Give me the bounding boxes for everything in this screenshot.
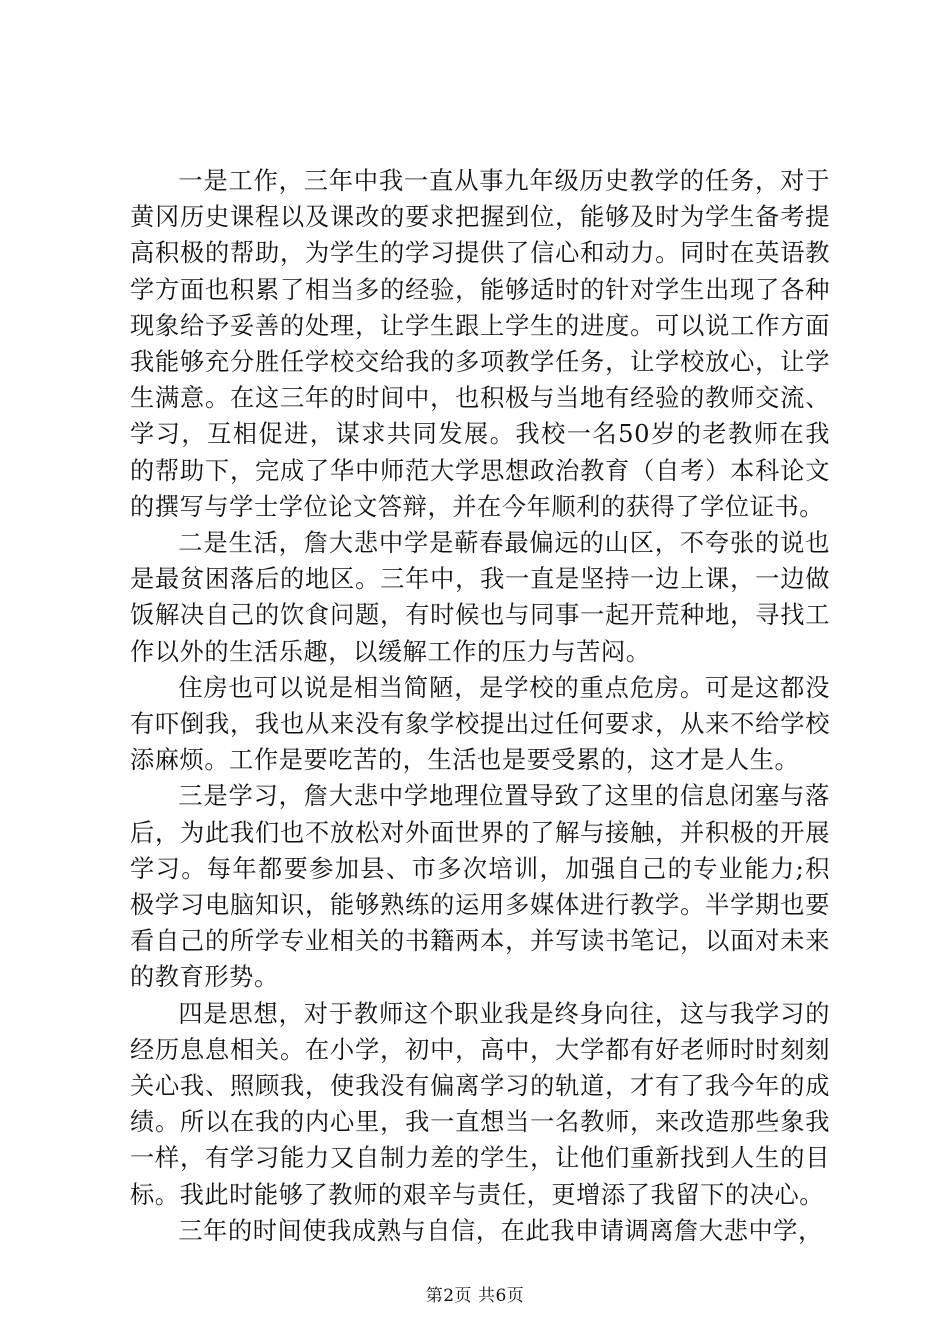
page-number-footer: 第2页 共6页 [425,1286,525,1306]
paragraph-work: 一是工作，三年中我一直从事九年级历史教学的任务，对于黄冈历史课程以及课改的要求把握到位，能够及时为学生备考提高积极的帮助，为学生的学习提供了信心和动力。同时在英语教学方面也积累了相当多的经验，能够适时的针对学生出现了各种现象给予妥善的处理，让学生跟上学生的进度。可以说工作方面我能够充分胜任学校交给我的多项教学任务，让学校放心，让学生满意。在这三年的时间中，也积极与当地有经验的教师交流、学习，互相促进，谋求共同发展。我校一名50岁的老教师在我的帮助下，完成了华中师范大学思想政治教育（自考）本科论文的撰写与学士学位论文答辩，并在今年顺利的获得了学位证书。 [130,167,830,521]
paragraph-housing: 住房也可以说是相当简陋，是学校的重点危房。可是这都没有吓倒我，我也从来没有象学校提出过任何要求，从来不给学校添麻烦。工作是要吃苦的，生活也是要受累的，这才是人生。 [130,673,830,775]
paragraph-life: 二是生活，詹大悲中学是蕲春最偏远的山区，不夸张的说也是最贫困落后的地区。三年中，我一直是坚持一边上课，一边做饭解决自己的饮食问题，有时候也与同事一起开荒种地，寻找工作以外的生活乐趣，以缓解工作的压力与苦闷。 [130,529,830,666]
paragraph-thought: 四是思想，对于教师这个职业我是终身向往，这与我学习的经历息息相关。在小学，初中，高中，大学都有好老师时时刻刻关心我、照顾我，使我没有偏离学习的轨道，才有了我今年的成绩。所以在我的内心里，我一直想当一名教师，来改造那些象我一样，有学习能力又自制力差的学生，让他们重新找到人生的目标。我此时能够了教师的艰辛与责任，更增添了我留下的决心。 [130,999,830,1209]
paragraph-conclusion: 三年的时间使我成熟与自信，在此我申请调离詹大悲中学， [178,1216,823,1245]
paragraph-study: 三是学习，詹大悲中学地理位置导致了这里的信息闭塞与落后，为此我们也不放松对外面世界的了解与接触，并积极的开展学习。每年都要参加县、市多次培训，加强自己的专业能力;积极学习电脑知识，能够熟练的运用多媒体进行教学。半学期也要看自己的所学专业相关的书籍两本，并写读书笔记，以面对未来的教育形势。 [130,782,830,992]
body-text [130,163,830,1249]
